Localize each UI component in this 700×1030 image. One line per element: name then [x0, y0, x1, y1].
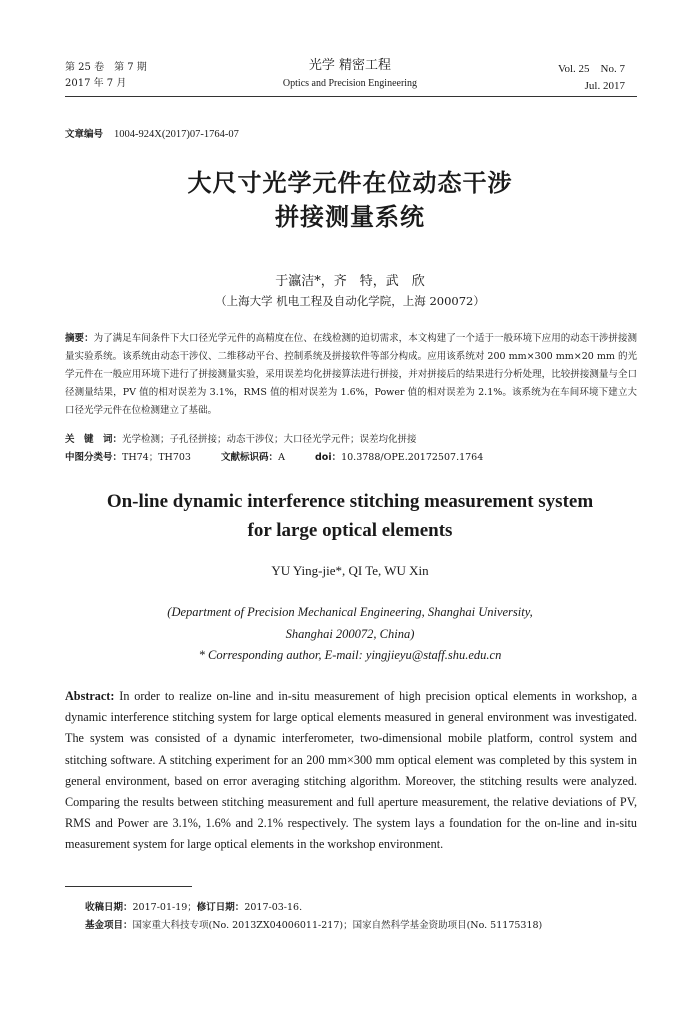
abstract-cn-label: 摘要：: [65, 333, 94, 344]
abstract-en-label: Abstract:: [65, 689, 115, 703]
fund-label: 基金项目：: [85, 920, 133, 931]
fund-value: 国家重大科技专项(No. 2013ZX04006011-217)；国家自然科学基金资助项目(No. 51175318): [132, 920, 543, 931]
footnote-dates: [85, 900, 645, 916]
affiliation-en-line1: (Department of Precision Mechanical Engineering, Shanghai University,: [167, 605, 533, 619]
keywords-cn: [65, 431, 637, 449]
title-en-line2: for large optical elements: [247, 520, 453, 541]
keywords-cn-text: 光学检测；子孔径拼接；动态干涉仪；大口径光学元件；误差均化拼接: [122, 434, 417, 445]
affiliation-cn: （上海大学 机电工程及自动化学院，上海 200072）: [215, 294, 485, 308]
authors-en: YU Ying-jie*, QI Te, WU Xin: [271, 563, 429, 578]
journal-title-en: Optics and Precision Engineering: [282, 78, 418, 89]
clc-value: TH74；TH703: [122, 452, 191, 463]
revised-label: 修订日期：: [196, 902, 245, 913]
authors-cn: 于瀛洁*，齐 特，武 欣: [275, 274, 425, 289]
doc-code-label: 文献标识码：: [221, 452, 279, 463]
abstract-cn-text: 为了满足车间条件下大口径光学元件的高精度在位、在线检测的迫切需求，本文构建了一个适于一般环境下应用的动态干涉拼接测量实验系统。该系统由动态干涉仪、二维移动平台、控制系统及拼接软件等部分构成。应用该系统对 200 mm×300 mm×20 mm 的光学元件在一般应用环境下进行了拼接测量实验，采用误差均化拼接算法进行拼接，并对拼接后的结果进行分析处理，比较拼接测量与全口径测量结果，PV 值的相对误差为 3.1%，RMS 值的相对误差为 1.6%，Power 值的相对误差为 2.1%。该系统为在车间环境下建立大口径光学元件在位检测建立了基础。: [65, 333, 637, 416]
affiliation-en-line3: * Corresponding author, E-mail: yingjieyu@staff.shu.edu.cn: [198, 648, 502, 662]
doi-value: 10.3788/OPE.20172507.1764: [341, 452, 484, 463]
abstract-en: [65, 686, 637, 856]
doc-code-value: A: [278, 452, 285, 463]
footnote-fund: [85, 918, 645, 934]
received-value: 2017-01-19；: [132, 902, 197, 913]
affiliation-en-line2: Shanghai 200072, China): [285, 627, 415, 641]
abstract-cn: [65, 330, 637, 420]
header-rule: [65, 96, 637, 97]
doi-label: doi：: [315, 452, 342, 463]
title-cn-line1: 大尺寸光学元件在位动态干涉: [187, 169, 513, 197]
article-id-value: 1004-924X(2017)07-1764-07: [114, 129, 239, 140]
header-volume-cn: 第 25 卷 第 7 期: [65, 62, 147, 73]
revised-value: 2017-03-16.: [244, 902, 303, 913]
received-label: 收稿日期：: [85, 902, 133, 913]
keywords-cn-label: 关 键 词：: [65, 434, 123, 445]
article-id: [65, 126, 239, 140]
title-en-line1: On-line dynamic interference stitching measurement system: [106, 491, 594, 512]
header-volume-en: Vol. 25 No. 7: [557, 63, 625, 75]
abstract-en-text: In order to realize on-line and in-situ measurement of high precision optical elements in workshop, a dynamic interference stitching system for large optical elements measured in general environment was investigated. The system was consisted of a dynamic interferometer, two-dimensional mobile platform, control system and stitching software. A stitching experiment for an 200 mm×300 mm optical element was completed by this system in general environment, based on error averaging stitching algorithm. Moreover, the stitching results were analyzed. Comparing the results between stitching measurement and full aperture measurement, the relative deviations of PV, RMS and Power are 3.1%, 1.6% and 2.1% respectively. The system lays a foundation for the on-line and in-situ measurement system for large optical elements in the workshop environment.: [65, 689, 638, 852]
classification-line: [65, 449, 637, 467]
article-id-label: 文章编号: [65, 129, 104, 140]
clc-label: 中图分类号：: [65, 452, 123, 463]
footnote-rule: [65, 886, 192, 887]
header-date-cn: 2017 年 7 月: [65, 78, 127, 89]
journal-title-cn: 光学 精密工程: [308, 58, 392, 73]
header-date-en: Jul. 2017: [584, 80, 625, 92]
title-cn-line2: 拼接测量系统: [275, 203, 425, 231]
